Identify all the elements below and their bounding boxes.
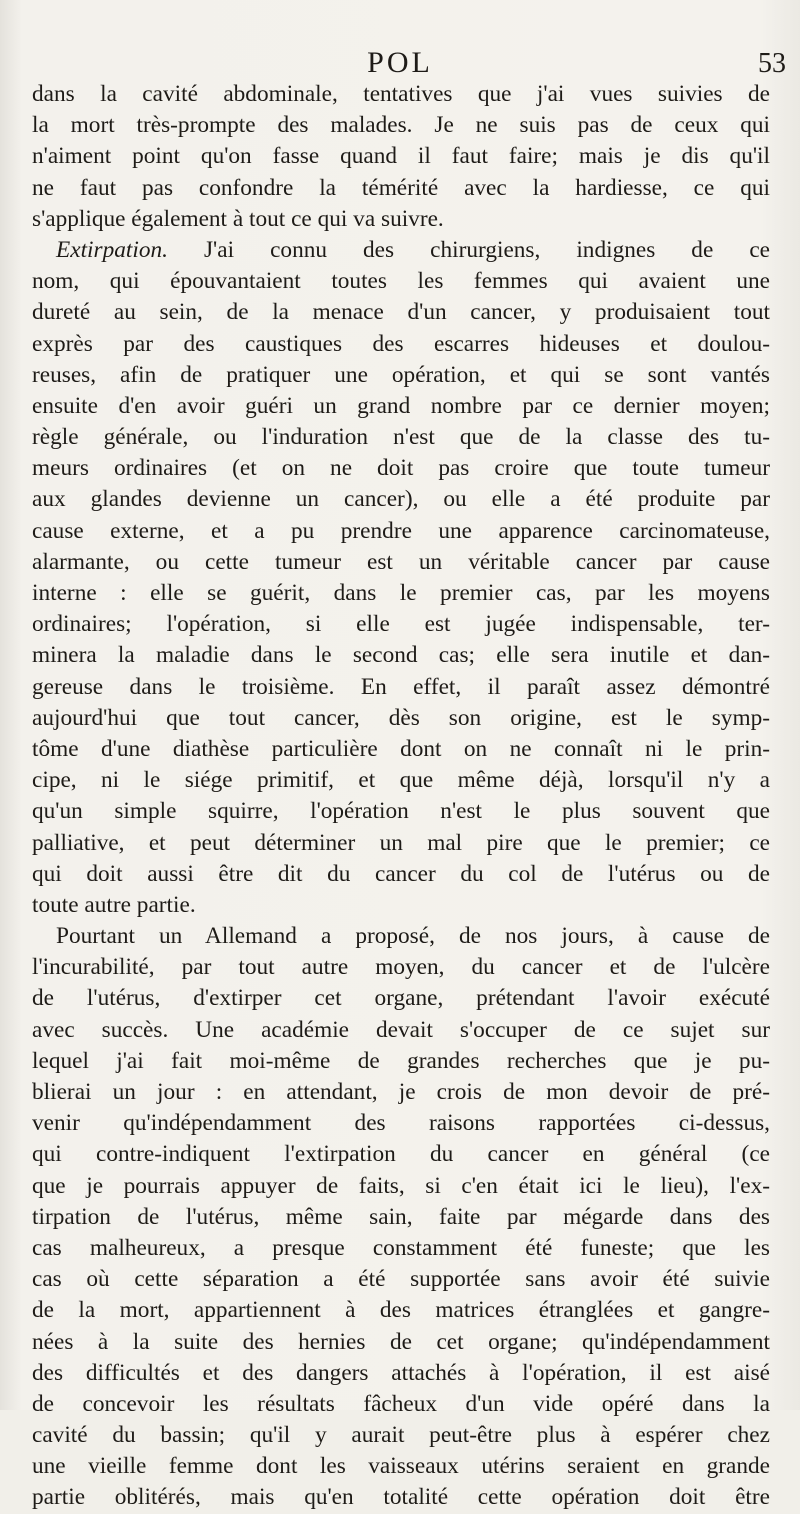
text-line: de l'utérus, d'extirper cet organe, prétendant l'avoir exécuté	[32, 985, 770, 1012]
text-line: palliative, et peut déterminer un mal pire que le premier; ce	[32, 829, 770, 856]
text-line: aujourd'hui que tout cancer, dès son origine, est le symp-	[32, 704, 770, 731]
text-line: dureté au sein, de la menace d'un cancer, y produisaient tout	[32, 299, 770, 326]
text-line: lequel j'ai fait moi-même de grandes recherches que je pu-	[32, 1047, 770, 1074]
text-line: interne : elle se guérit, dans le premier cas, par les moyens	[32, 580, 770, 606]
text-line: règle générale, ou l'induration n'est que de la classe des tu-	[32, 424, 770, 451]
text-line: avec succès. Une académie devait s'occuper de ce sujet sur	[32, 1016, 770, 1043]
text-line: cavité du bassin; qu'il y aurait peut-être plus à espérer chez	[32, 1422, 770, 1449]
text-line: partie oblitérés, mais qu'en totalité cette opération doit être	[32, 1484, 770, 1511]
text-line: n'aiment point qu'on fasse quand il faut faire; mais je dis qu'il	[32, 143, 770, 170]
text-line: meurs ordinaires (et on ne doit pas croire que toute tumeur	[32, 455, 770, 482]
text-line: ne faut pas confondre la témérité avec la hardiesse, ce qui	[32, 174, 770, 201]
text-line-with-heading	[32, 235, 770, 266]
text-line: l'incurabilité, par tout autre moyen, du cancer et de l'ulcère	[32, 954, 770, 981]
text-line: cas malheureux, a presque constamment été funeste; que les	[32, 1234, 770, 1261]
text-line: alarmante, ou cette tumeur est un véritable cancer par cause	[32, 548, 770, 575]
text-line: cause externe, et a pu prendre une apparence carcinomateuse,	[32, 517, 770, 544]
text-line: exprès par des caustiques des escarres hideuses et doulou-	[32, 330, 770, 357]
page-number: 53	[758, 48, 786, 79]
running-title: POL	[367, 46, 433, 79]
text-line: des difficultés et des dangers attachés à l'opération, il est aisé	[32, 1359, 770, 1386]
section-heading: Extirpation.	[56, 236, 168, 263]
text-line: blierai un jour : en attendant, je crois de mon devoir de pré-	[32, 1079, 770, 1105]
text-line: venir qu'indépendamment des raisons rapportées ci-dessus,	[32, 1110, 770, 1137]
text-line: minera la maladie dans le second cas; elle sera inutile et dan-	[32, 642, 770, 669]
text-line: de la mort, appartiennent à des matrices étranglées et gangre-	[32, 1297, 770, 1324]
text-line: cas où cette séparation a été supportée sans avoir été suivie	[32, 1266, 770, 1293]
text-line: Pourtant un Allemand a proposé, de nos jours, à cause de	[56, 923, 770, 950]
text-line: toute autre partie.	[32, 891, 196, 918]
text-line: la mort très-prompte des malades. Je ne suis pas de ceux qui	[32, 112, 770, 139]
text-line: tôme d'une diathèse particulière dont on ne connaît ni le prin-	[32, 735, 770, 762]
text-line: s'applique également à tout ce qui va suivre.	[32, 205, 444, 232]
text-line: aux glandes devienne un cancer), ou elle a été produite par	[32, 486, 770, 513]
body-text	[32, 79, 770, 1514]
text-line: dans la cavité abdominale, tentatives que j'ai vues suivies de	[32, 81, 770, 107]
text-line: une vieille femme dont les vaisseaux utérins seraient en grande	[32, 1453, 770, 1480]
text-line: nées à la suite des hernies de cet organe; qu'indépendamment	[32, 1328, 770, 1355]
text-line: qui doit aussi être dit du cancer du col de l'utérus ou de	[32, 860, 770, 887]
text-line: reuses, afin de pratiquer une opération, et qui se sont vantés	[32, 361, 770, 388]
running-head	[0, 46, 800, 82]
text-line: ordinaires; l'opération, si elle est jugée indispensable, ter-	[32, 611, 770, 638]
text-line: gereuse dans le troisième. En effet, il paraît assez démontré	[32, 673, 770, 700]
text-line: J'ai connu des chirurgiens, indignes de ce	[203, 236, 770, 263]
text-line: tirpation de l'utérus, même sain, faite par mégarde dans des	[32, 1203, 770, 1230]
text-line: de concevoir les résultats fâcheux d'un vide opéré dans la	[32, 1390, 770, 1417]
text-line: nom, qui épouvantaient toutes les femmes qui avaient une	[32, 268, 770, 295]
text-line: cipe, ni le siége primitif, et que même déjà, lorsqu'il n'y a	[32, 767, 770, 794]
text-line: ensuite d'en avoir guéri un grand nombre par ce dernier moyen;	[32, 392, 770, 419]
text-line: qu'un simple squirre, l'opération n'est le plus souvent que	[32, 798, 770, 825]
text-line: qui contre-indiquent l'extirpation du cancer en général (ce	[32, 1141, 770, 1168]
text-line: que je pourrais appuyer de faits, si c'en était ici le lieu), l'ex-	[32, 1172, 770, 1199]
